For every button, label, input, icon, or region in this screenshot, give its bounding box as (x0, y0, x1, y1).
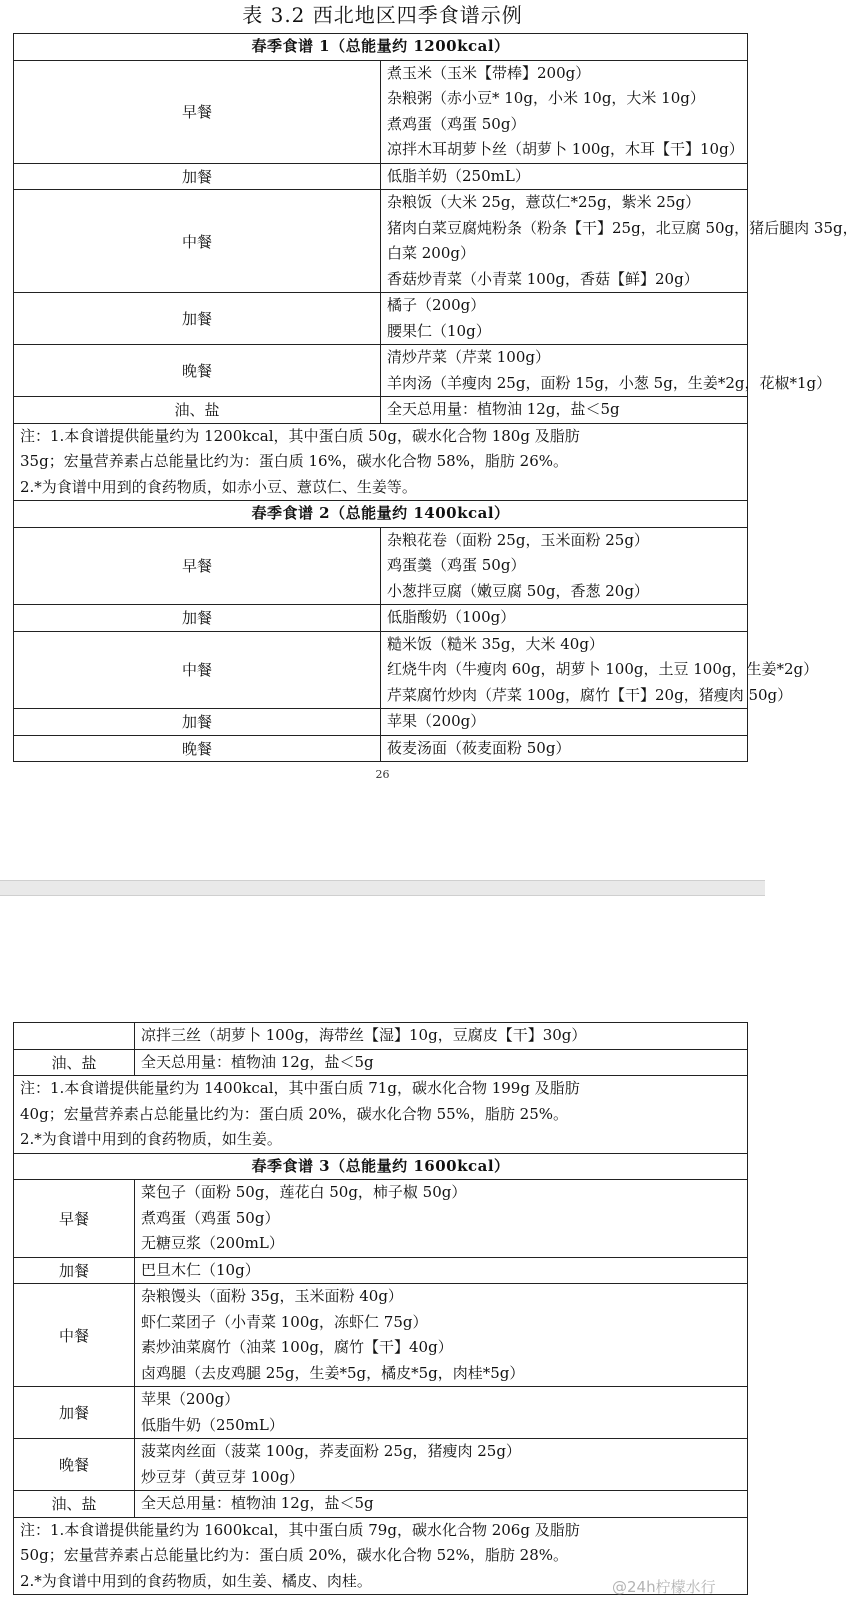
note-line: 50g；宏量营养素占总能量比约为：蛋白质 20%，碳水化合物 52%，脂肪 28%。 (20, 1546, 569, 1564)
dish-line: 杂粮粥（赤小豆* 10g，小米 10g，大米 10g） (387, 89, 705, 107)
meal-items (135, 1284, 748, 1387)
seasonal-menu-table-part1 (13, 33, 858, 762)
meal-items (381, 735, 748, 762)
meal-row (14, 1284, 748, 1387)
dish-line: 炒豆芽（黄豆芽 100g） (141, 1467, 305, 1486)
meal-items (381, 527, 748, 605)
menu-note-row (14, 1076, 748, 1154)
dish-line: 低脂牛奶（250mL） (141, 1415, 284, 1434)
meal-items (381, 190, 858, 293)
meal-items (381, 60, 748, 163)
dish-line: 巴旦木仁（10g） (141, 1260, 260, 1279)
dish-line: 香菇炒青菜（小青菜 100g，香菇【鲜】20g） (387, 269, 699, 288)
dish-line: 全天总用量：植物油 12g，盐＜5g (387, 400, 620, 418)
menu-section-title (14, 501, 748, 528)
dish-line: 腰果仁（10g） (387, 321, 491, 340)
meal-row (14, 1491, 748, 1518)
meal-row (14, 1257, 748, 1284)
dish-line: 煮鸡蛋（鸡蛋 50g） (141, 1208, 280, 1227)
dish-line: 猪肉白菜豆腐炖粉条（粉条【干】25g，北豆腐 50g，猪后腿肉 35g， (387, 218, 858, 237)
dish-line: 小葱拌豆腐（嫩豆腐 50g，香葱 20g） (387, 581, 649, 600)
dish-line: 全天总用量：植物油 12g，盐＜5g (141, 1494, 374, 1512)
note-line: 注：1.本食谱提供能量约为 1200kcal，其中蛋白质 50g，碳水化合物 180g 及脂肪 (20, 426, 580, 445)
meal-row (14, 1049, 748, 1076)
dish-line: 白菜 200g） (387, 244, 476, 262)
dish-line: 鸡蛋羹（鸡蛋 50g） (387, 556, 526, 574)
meal-items (135, 1023, 748, 1050)
menu-note (14, 423, 748, 501)
menu-note (14, 1076, 748, 1154)
watermark: @24h柠檬水行 (612, 1578, 716, 1596)
meal-row (14, 1439, 748, 1491)
meal-name: 早餐 (14, 527, 381, 605)
seasonal-menu-table-part2 (13, 1022, 748, 1595)
dish-line: 无糖豆浆（200mL） (141, 1234, 284, 1252)
dish-line: 红烧牛肉（牛瘦肉 60g，胡萝卜 100g，土豆 100g，生姜*2g） (387, 660, 819, 678)
dish-line: 凉拌木耳胡萝卜丝（胡萝卜 100g，木耳【干】10g） (387, 140, 744, 158)
table-caption: 表 3.2 西北地区四季食谱示例 (242, 3, 523, 27)
menu-note-row (14, 423, 748, 501)
meal-name: 早餐 (14, 1180, 135, 1258)
meal-items (135, 1387, 748, 1439)
note-line: 注：1.本食谱提供能量约为 1600kcal，其中蛋白质 79g，碳水化合物 206g 及脂肪 (20, 1520, 580, 1539)
dish-line: 菠菜肉丝面（菠菜 100g，荞麦面粉 25g，猪瘦肉 25g） (141, 1442, 521, 1460)
meal-items (135, 1180, 748, 1258)
dish-line: 卤鸡腿（去皮鸡腿 25g，生姜*5g，橘皮*5g，肉桂*5g） (141, 1363, 525, 1382)
note-line: 2.*为食谱中用到的食药物质，如生姜。 (20, 1130, 282, 1148)
meal-items (381, 397, 748, 424)
dish-line: 煮玉米（玉米【带棒】200g） (387, 63, 591, 82)
meal-row (14, 345, 748, 397)
meal-row (14, 631, 748, 709)
menu-section-title (14, 1153, 748, 1180)
meal-name: 加餐 (14, 293, 381, 345)
dish-line: 菜包子（面粉 50g，莲花白 50g，柿子椒 50g） (141, 1183, 467, 1201)
meal-name: 加餐 (14, 1257, 135, 1284)
page-number: 26 (375, 768, 390, 781)
dish-line: 杂粮花卷（面粉 25g，玉米面粉 25g） (387, 530, 649, 549)
dish-line: 煮鸡蛋（鸡蛋 50g） (387, 114, 526, 133)
meal-items (381, 293, 748, 345)
dish-line: 低脂羊奶（250mL） (387, 166, 530, 185)
menu-section-header-row (14, 1153, 748, 1180)
dish-line: 橘子（200g） (387, 296, 486, 314)
meal-name: 加餐 (14, 1387, 135, 1439)
meal-row (14, 1180, 748, 1258)
meal-name: 油、盐 (14, 397, 381, 424)
dish-line: 凉拌三丝（胡萝卜 100g，海带丝【湿】10g，豆腐皮【干】30g） (141, 1026, 587, 1044)
dish-line: 杂粮饭（大米 25g，薏苡仁*25g，紫米 25g） (387, 193, 701, 211)
meal-items (381, 709, 748, 736)
meal-name: 加餐 (14, 709, 381, 736)
meal-name: 加餐 (14, 163, 381, 190)
meal-row (14, 190, 748, 293)
meal-name: 中餐 (14, 1284, 135, 1387)
meal-name: 晚餐 (14, 735, 381, 762)
note-line: 2.*为食谱中用到的食药物质，如生姜、橘皮、肉桂。 (20, 1571, 372, 1590)
meal-name: 加餐 (14, 605, 381, 632)
dish-line: 莜麦汤面（莜麦面粉 50g） (387, 738, 571, 757)
meal-row (14, 605, 748, 632)
meal-items (381, 631, 819, 709)
note-line: 注：1.本食谱提供能量约为 1400kcal，其中蛋白质 71g，碳水化合物 199g 及脂肪 (20, 1079, 580, 1097)
meal-items (381, 605, 748, 632)
meal-row (14, 60, 748, 163)
dish-line: 杂粮馒头（面粉 35g，玉米面粉 40g） (141, 1287, 403, 1305)
document-page-2 (0, 896, 765, 1602)
meal-row (14, 1023, 748, 1050)
meal-items (381, 345, 832, 397)
meal-name (14, 1023, 135, 1050)
dish-line: 苹果（200g） (141, 1390, 240, 1408)
meal-name: 中餐 (14, 190, 381, 293)
section-title-text: 春季食谱 1（总能量约 1200kcal） (251, 37, 510, 55)
meal-row (14, 163, 748, 190)
dish-line: 糙米饭（糙米 35g，大米 40g） (387, 634, 604, 653)
meal-row (14, 709, 748, 736)
meal-name: 油、盐 (14, 1049, 135, 1076)
note-line: 40g；宏量营养素占总能量比约为：蛋白质 20%，碳水化合物 55%，脂肪 25%。 (20, 1104, 569, 1123)
menu-section-title (14, 34, 748, 61)
meal-row (14, 293, 748, 345)
meal-items (135, 1491, 748, 1518)
meal-name: 晚餐 (14, 345, 381, 397)
meal-name: 早餐 (14, 60, 381, 163)
meal-row (14, 397, 748, 424)
dish-line: 羊肉汤（羊瘦肉 25g，面粉 15g，小葱 5g，生姜*2g，花椒*1g） (387, 373, 832, 392)
dish-line: 虾仁菜团子（小青菜 100g，冻虾仁 75g） (141, 1312, 428, 1331)
dish-line: 清炒芹菜（芹菜 100g） (387, 348, 551, 366)
section-title-text: 春季食谱 2（总能量约 1400kcal） (251, 504, 510, 522)
page-separator (0, 880, 765, 896)
meal-name: 晚餐 (14, 1439, 135, 1491)
meal-items (135, 1257, 748, 1284)
dish-line: 低脂酸奶（100g） (387, 608, 516, 626)
meal-items (135, 1439, 748, 1491)
dish-line: 苹果（200g） (387, 712, 486, 730)
meal-name: 油、盐 (14, 1491, 135, 1518)
meal-row (14, 735, 748, 762)
dish-line: 芹菜腐竹炒肉（芹菜 100g，腐竹【干】20g，猪瘦肉 50g） (387, 685, 793, 704)
meal-name: 中餐 (14, 631, 381, 709)
menu-section-header-row (14, 501, 748, 528)
dish-line: 素炒油菜腐竹（油菜 100g，腐竹【干】40g） (141, 1338, 453, 1356)
dish-line: 全天总用量：植物油 12g，盐＜5g (141, 1052, 374, 1071)
note-line: 2.*为食谱中用到的食药物质，如赤小豆、薏苡仁、生姜等。 (20, 477, 417, 496)
meal-row (14, 1387, 748, 1439)
note-line: 35g；宏量营养素占总能量比约为：蛋白质 16%，碳水化合物 58%，脂肪 26%。 (20, 452, 569, 470)
meal-items (381, 163, 748, 190)
meal-row (14, 527, 748, 605)
section-title-text: 春季食谱 3（总能量约 1600kcal） (251, 1156, 510, 1175)
meal-items (135, 1049, 748, 1076)
menu-section-header-row (14, 34, 748, 61)
